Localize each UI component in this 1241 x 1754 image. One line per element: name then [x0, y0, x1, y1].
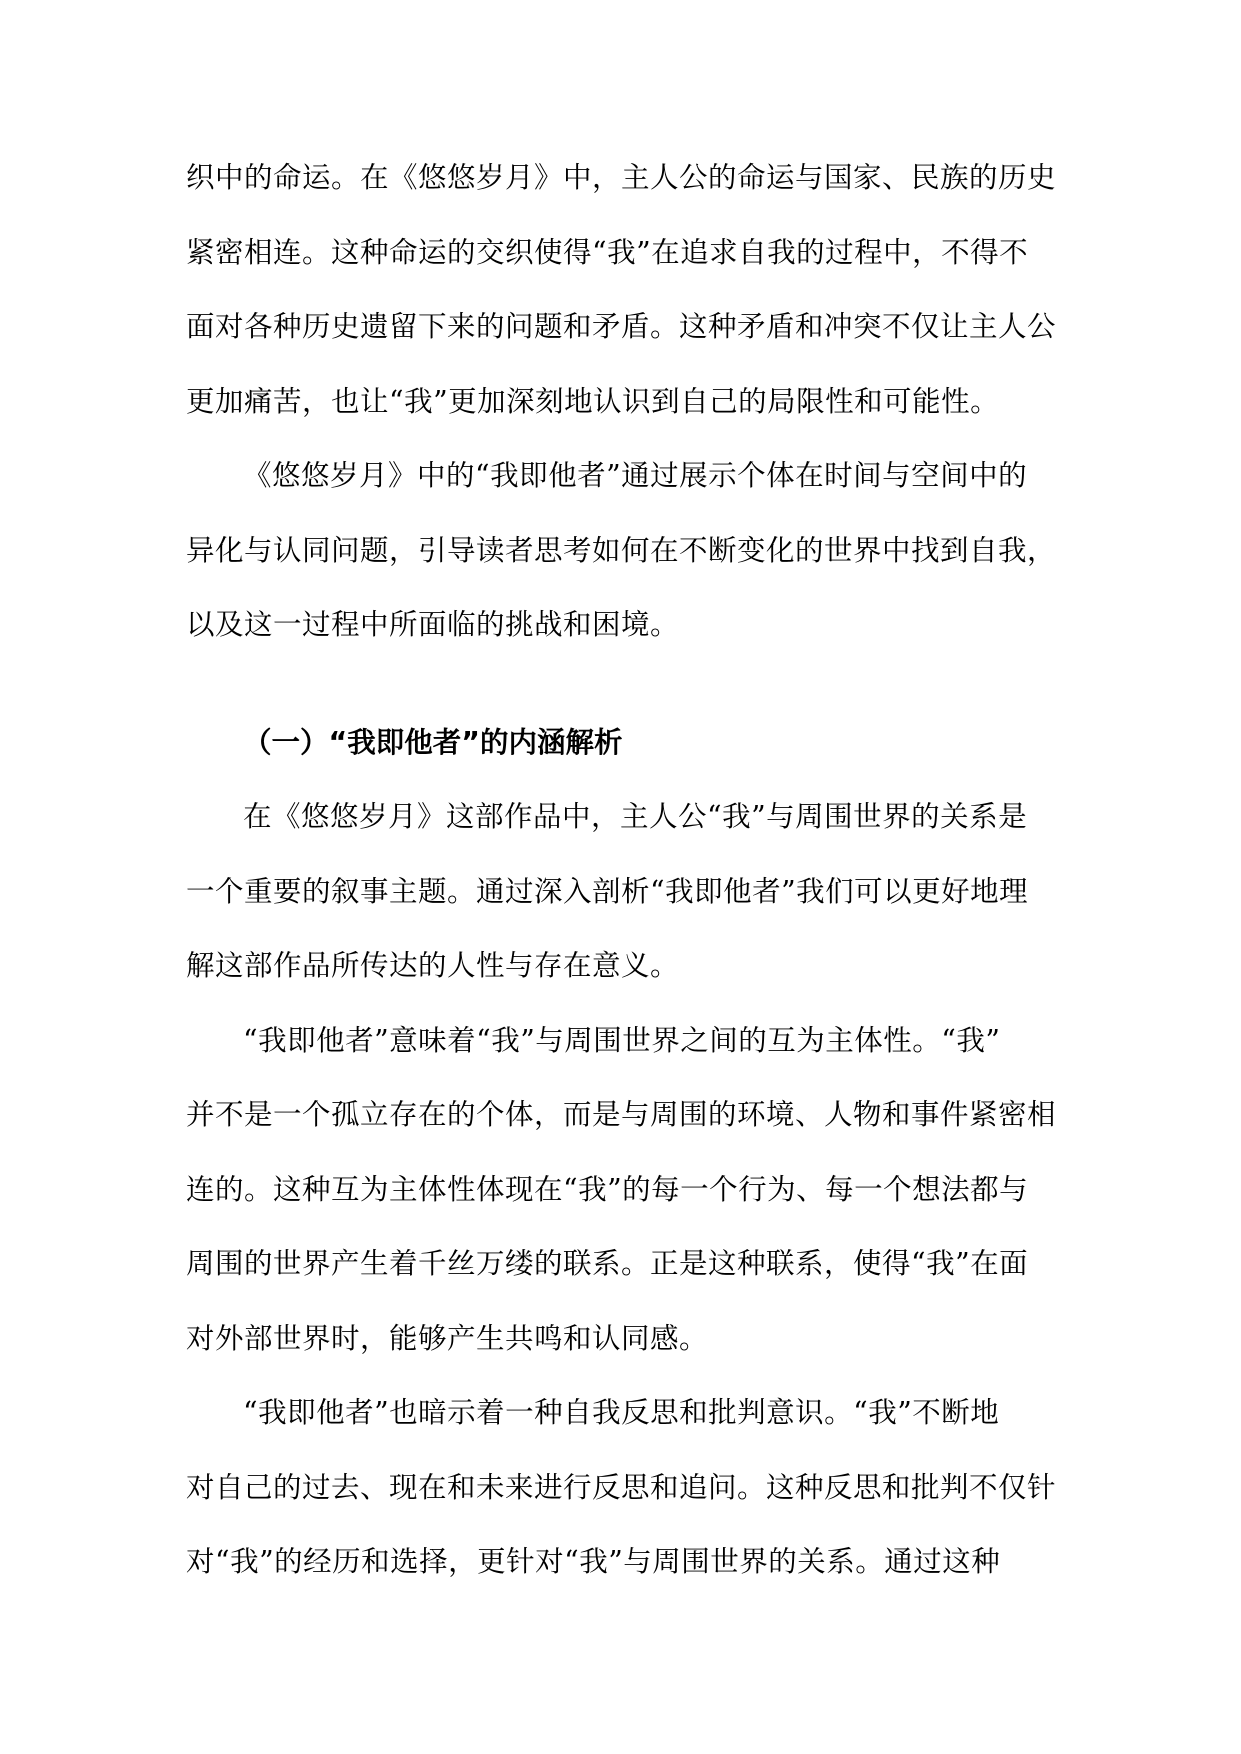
section-heading: （一）“我即他者”的内涵解析 — [243, 725, 623, 759]
text-line: 紧密相连。这种命运的交织使得“我”在追求自我的过程中，不得不 — [186, 235, 1029, 269]
text-line: “我即他者”也暗示着一种自我反思和批判意识。“我”不断地 — [243, 1396, 1000, 1429]
text-line: 对外部世界时，能够产生共鸣和认同感。 — [186, 1321, 709, 1355]
text-line: 一个重要的叙事主题。通过深入剖析“我即他者”我们可以更好地理 — [186, 874, 1029, 908]
text-line: 解这部作品所传达的人性与存在意义。 — [186, 949, 680, 982]
text-line: 更加痛苦，也让“我”更加深刻地认识到自己的局限性和可能性。 — [186, 384, 1000, 418]
body-paragraph — [186, 1004, 1057, 1377]
section-gap — [186, 663, 1054, 706]
body-paragraph — [186, 1376, 1057, 1600]
text-line: 织中的命运。在《悠悠岁月》中，主人公的命运与国家、民族的历史 — [186, 161, 1057, 194]
document-body — [186, 141, 1057, 1600]
text-line: 并不是一个孤立存在的个体，而是与周围的环境、人物和事件紧密相 — [186, 1098, 1057, 1131]
body-paragraph — [186, 439, 1057, 663]
text-line: 对“我”的经历和选择，更针对“我”与周围世界的关系。通过这种 — [186, 1545, 1001, 1578]
body-paragraph — [186, 780, 1054, 1004]
text-line: 连的。这种互为主体性体现在“我”的每一个行为、每一个想法都与 — [186, 1172, 1029, 1206]
text-line: 以及这一过程中所面临的挑战和困境。 — [186, 608, 680, 641]
body-paragraph — [186, 141, 1057, 439]
text-line: 对自己的过去、现在和未来进行反思和追问。这种反思和批判不仅针 — [186, 1470, 1057, 1504]
text-line: 异化与认同问题，引导读者思考如何在不断变化的世界中找到自我， — [186, 533, 1057, 567]
text-line: “我即他者”意味着“我”与周围世界之间的互为主体性。“我” — [243, 1023, 1001, 1057]
text-line: 面对各种历史遗留下来的问题和矛盾。这种矛盾和冲突不仅让主人公 — [186, 310, 1057, 343]
text-line: 在《悠悠岁月》这部作品中，主人公“我”与周围世界的关系是 — [243, 800, 1028, 833]
text-line: 周围的世界产生着千丝万缕的联系。正是这种联系，使得“我”在面 — [186, 1247, 1029, 1280]
text-line: 《悠悠岁月》中的“我即他者”通过展示个体在时间与空间中的 — [243, 459, 1028, 492]
